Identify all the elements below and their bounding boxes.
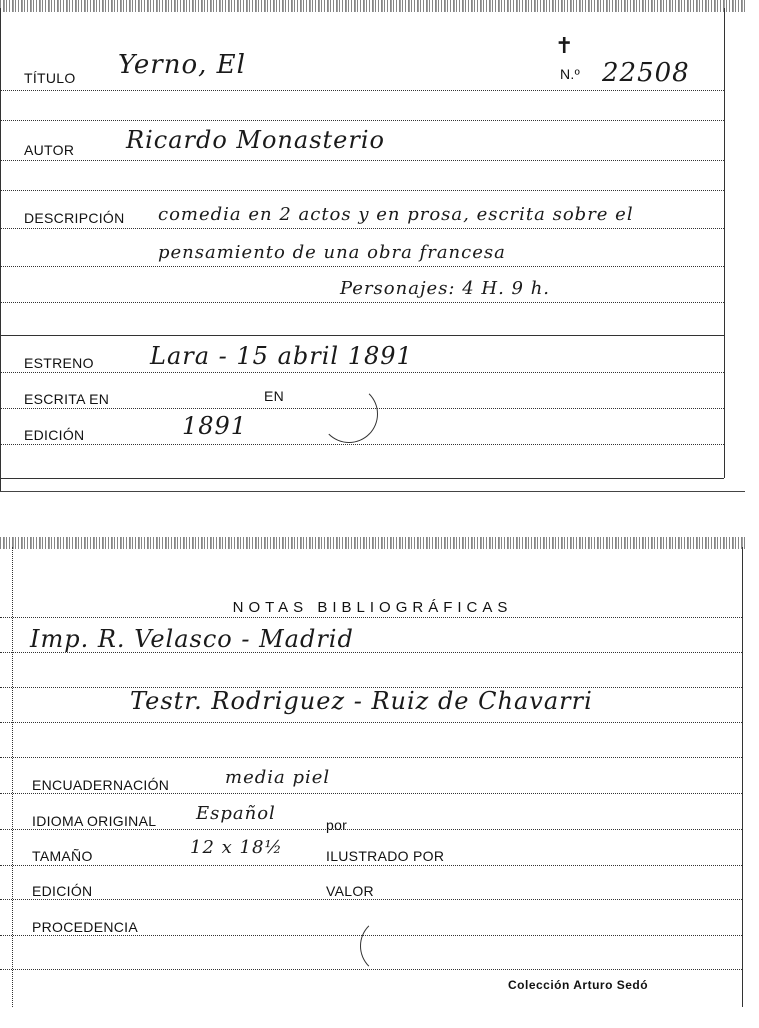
descripcion-line-2: pensamiento de una obra francesa xyxy=(158,242,506,263)
rule-bottom xyxy=(0,478,724,479)
scan-edge xyxy=(0,537,745,549)
catalog-card-front xyxy=(0,0,745,492)
punch-hole-mark xyxy=(360,917,418,975)
rule xyxy=(0,722,742,723)
estreno-label: ESTRENO xyxy=(24,355,94,371)
punch-hole-mark xyxy=(320,385,378,443)
rule xyxy=(0,757,742,758)
procedencia-label: PROCEDENCIA xyxy=(32,919,138,935)
por-label: por xyxy=(326,817,348,833)
notas-line-1: Imp. R. Velasco - Madrid xyxy=(30,625,354,653)
rule-edicion xyxy=(0,899,742,900)
scan-edge xyxy=(0,0,745,12)
encuadernacion-value: media piel xyxy=(225,767,331,788)
rule xyxy=(0,266,724,267)
numero-label: N.º xyxy=(560,66,581,82)
rule xyxy=(0,302,724,303)
valor-label: VALOR xyxy=(326,883,374,899)
autor-label: AUTOR xyxy=(24,142,75,158)
rule-section xyxy=(0,335,724,336)
descripcion-label: DESCRIPCIÓN xyxy=(24,210,125,226)
titulo-value: Yerno, El xyxy=(118,50,246,80)
tamano-value: 12 x 18½ xyxy=(190,837,283,858)
card-left-border xyxy=(12,547,13,1007)
descripcion-line-3: Personajes: 4 H. 9 h. xyxy=(340,278,551,299)
cross-mark: ✝ xyxy=(555,34,575,59)
titulo-label: TÍTULO xyxy=(24,70,76,86)
rule-autor xyxy=(0,160,724,161)
estreno-value: Lara - 15 abril 1891 xyxy=(150,342,413,370)
rule-titulo xyxy=(0,90,724,91)
edicion-value: 1891 xyxy=(182,412,248,440)
escrita-label: ESCRITA EN xyxy=(24,391,110,407)
idioma-label: IDIOMA ORIGINAL xyxy=(32,813,157,829)
idioma-value: Español xyxy=(196,803,276,824)
rule-encuadernacion xyxy=(0,793,742,794)
rule xyxy=(0,190,724,191)
en-label: EN xyxy=(264,388,285,404)
ilustrado-label: ILUSTRADO POR xyxy=(326,848,445,864)
notas-line-2: Testr. Rodriguez - Ruiz de Chavarri xyxy=(130,687,593,715)
autor-value: Ricardo Monasterio xyxy=(126,126,385,154)
card-left-border xyxy=(0,8,1,492)
rule-descripcion xyxy=(0,228,724,229)
rule-tamano xyxy=(0,865,742,866)
edicion-label: EDICIÓN xyxy=(24,427,85,443)
notas-heading: NOTAS BIBLIOGRÁFICAS xyxy=(232,599,513,616)
rule-idioma xyxy=(0,829,742,830)
tamano-label: TAMAÑO xyxy=(32,848,93,864)
card-right-border xyxy=(724,8,725,478)
rule-edicion xyxy=(0,444,724,445)
edicion-label: EDICIÓN xyxy=(32,883,93,899)
rule xyxy=(0,617,742,618)
numero-value: 22508 xyxy=(602,58,690,88)
rule-estreno xyxy=(0,372,724,373)
collection-footer: Colección Arturo Sedó xyxy=(508,978,649,992)
encuadernacion-label: ENCUADERNACIÓN xyxy=(32,777,170,793)
card-right-border xyxy=(742,547,743,1007)
catalog-card-back xyxy=(0,537,745,1007)
card-bottom-edge xyxy=(0,491,745,492)
descripcion-line-1: comedia en 2 actos y en prosa, escrita sobre el xyxy=(158,204,634,225)
rule xyxy=(0,120,724,121)
